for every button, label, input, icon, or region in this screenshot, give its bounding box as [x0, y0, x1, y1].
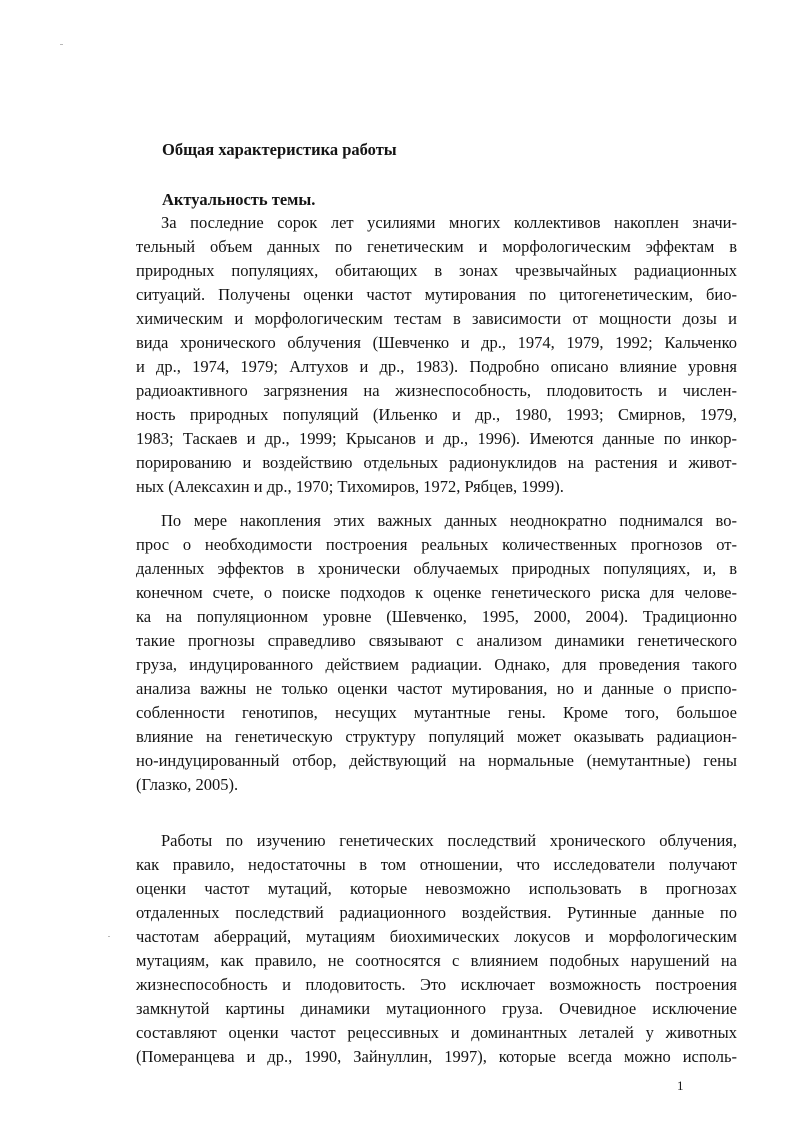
text-line: даленных эффектов в хронически облучаемых природных популяциях, и, в: [136, 559, 737, 578]
text-line: но-индуцированный отбор, действующий на нормальные (немутантные) гены: [136, 751, 737, 770]
text-line: мутациям, как правило, не соотносятся с влиянием подобных нарушений на: [136, 951, 737, 970]
text-line: частотам аберраций, мутациям биохимических локусов и морфологическим: [136, 927, 737, 946]
text-line: замкнутой картины динамики мутационного груза. Очевидное исключение: [136, 999, 737, 1018]
text-line: составляют оценки частот рецессивных и доминантных леталей у животных: [136, 1023, 737, 1042]
text-line: ка на популяционном уровне (Шевченко, 1995, 2000, 2004). Традиционно: [136, 607, 737, 626]
section-heading: Общая характеристика работы: [162, 140, 397, 159]
scan-speck: [108, 936, 110, 937]
text-line: как правило, недостаточны в том отношении, что исследователи получают: [136, 855, 737, 874]
text-line: прос о необходимости построения реальных количественных прогнозов от-: [136, 535, 737, 554]
text-line: порированию и воздействию отдельных радионуклидов на растения и живот-: [136, 453, 737, 472]
text-line: (Глазко, 2005).: [136, 775, 239, 794]
text-line: собленности генотипов, несущих мутантные гены. Кроме того, большое: [136, 703, 737, 722]
page-number: 1: [677, 1078, 684, 1093]
text-line: отдаленных последствий радиационного воздействия. Рутинные данные по: [136, 903, 737, 922]
text-line: 1983; Таскаев и др., 1999; Крысанов и др., 1996). Имеются данные по инкор-: [136, 429, 737, 448]
text-line: радиоактивного загрязнения на жизнеспособность, плодовитость и числен-: [136, 381, 737, 400]
text-line: влияние на генетическую структуру популяций может оказывать радиацион-: [136, 727, 737, 746]
paragraph-3: [136, 829, 737, 1069]
text-line: такие прогнозы справедливо связывают с анализом динамики генетического: [136, 631, 737, 650]
text-line: ситуаций. Получены оценки частот мутирования по цитогенетическим, био-: [136, 285, 737, 304]
text-line: груза, индуцированного действием радиации. Однако, для проведения такого: [136, 655, 737, 674]
text-line: (Померанцева и др., 1990, Зайнуллин, 1997), которые всегда можно исполь-: [136, 1047, 737, 1066]
text-line: жизнеспособность и плодовитость. Это исключает возможность построения: [136, 975, 737, 994]
text-line: ность природных популяций (Ильенко и др., 1980, 1993; Смирнов, 1979,: [136, 405, 737, 424]
text-line: Работы по изучению генетических последствий хронического облучения,: [161, 831, 737, 850]
text-line: конечном счете, о поиске подходов к оценке генетического риска для челове-: [136, 583, 737, 602]
text-line: За последние сорок лет усилиями многих коллективов накоплен значи-: [161, 213, 737, 232]
text-line: вида хронического облучения (Шевченко и др., 1974, 1979, 1992; Кальченко: [136, 333, 737, 352]
text-line: химическим и морфологическим тестам в зависимости от мощности дозы и: [136, 309, 737, 328]
paragraph-1: [136, 211, 737, 499]
text-line: анализа важны не только оценки частот мутирования, но и данные о приспо-: [136, 679, 737, 698]
scan-speck: [60, 44, 63, 45]
text-line: оценки частот мутаций, которые невозможно использовать в прогнозах: [136, 879, 737, 898]
text-line: По мере накопления этих важных данных неоднократно поднимался во-: [161, 511, 737, 530]
text-line: природных популяциях, обитающих в зонах чрезвычайных радиационных: [136, 261, 737, 280]
subsection-heading: Актуальность темы.: [162, 190, 316, 209]
paragraph-2: [136, 509, 737, 797]
text-line: и др., 1974, 1979; Алтухов и др., 1983). Подробно описано влияние уровня: [136, 357, 737, 376]
text-line: ных (Алексахин и др., 1970; Тихомиров, 1972, Рябцев, 1999).: [136, 477, 564, 496]
text-line: тельный объем данных по генетическим и морфологическим эффектам в: [136, 237, 737, 256]
